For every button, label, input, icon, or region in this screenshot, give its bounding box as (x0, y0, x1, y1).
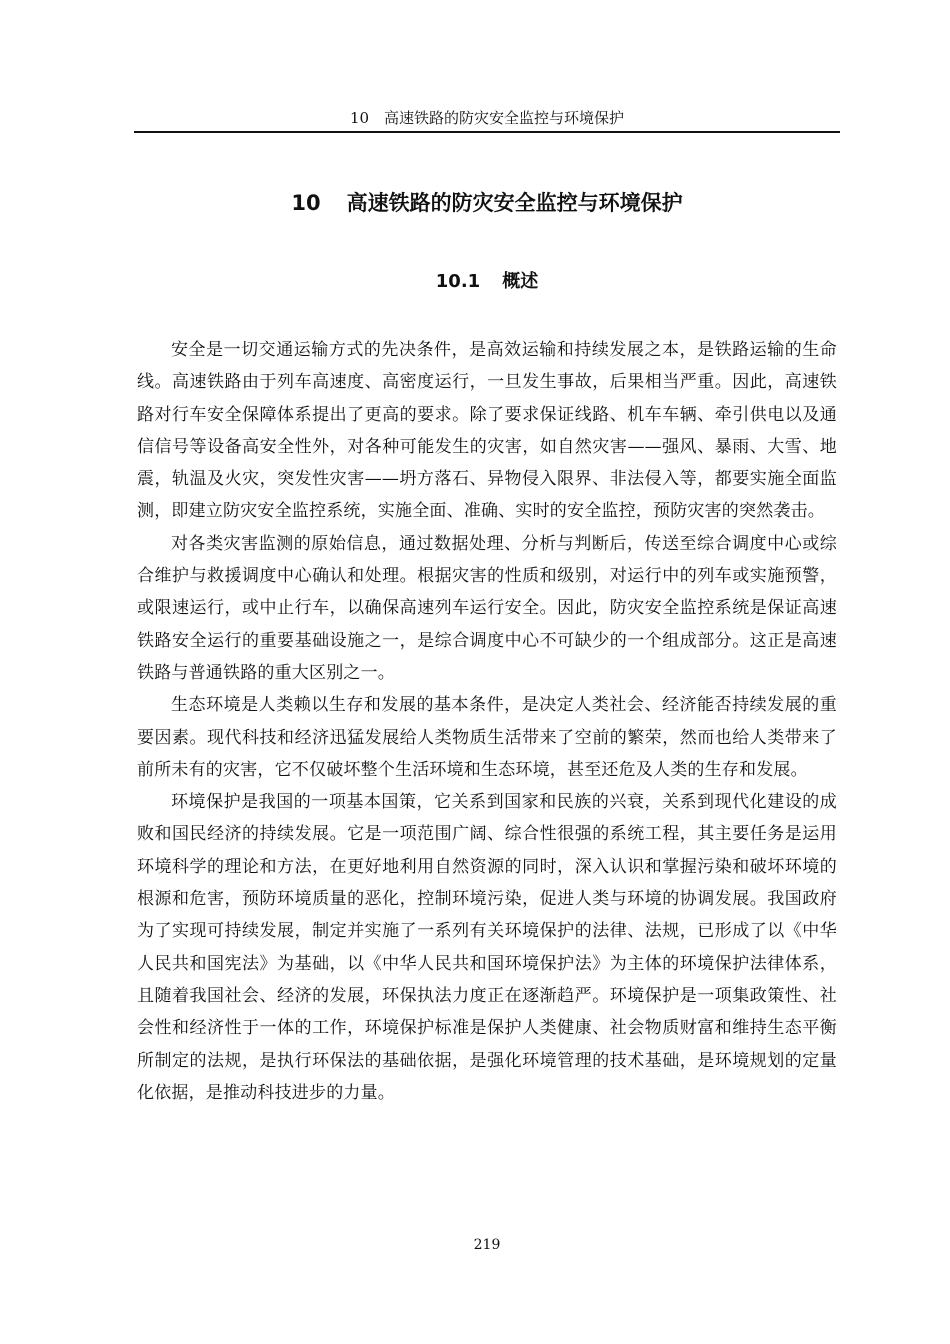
section-number: 10.1 (435, 271, 481, 292)
header-rule (134, 131, 840, 133)
section-title-text: 概述 (502, 271, 539, 292)
paragraph: 生态环境是人类赖以生存和发展的基本条件，是决定人类社会、经济能否持续发展的重要因素。现代科技和经济迅猛发展给人类物质生活带来了空前的繁荣，然而也给人类带来了前所未有的灾害，它不仅破坏整个生活环境和生态环境，甚至还危及人类的生存和发展。 (137, 695, 837, 780)
body-text (137, 334, 837, 1109)
paragraph: 安全是一切交通运输方式的先决条件，是高效运输和持续发展之本，是铁路运输的生命线。高速铁路由于列车高速度、高密度运行，一旦发生事故，后果相当严重。因此，高速铁路对行车安全保障体系提出了更高的要求。除了要求保证线路、机车车辆、牵引供电以及通信信号等设备高安全性外，对各种可能发生的灾害，如自然灾害——强风、暴雨、大雪、地震，轨温及火灾，突发性灾害——坍方落石、异物侵入限界、非法侵入等，都要实施全面监测，即建立防灾安全监控系统，实施全面、准确、实时的安全监控，预防灾害的突然袭击。 (137, 340, 837, 522)
paragraph: 对各类灾害监测的原始信息，通过数据处理、分析与判断后，传送至综合调度中心或综合维护与救援调度中心确认和处理。根据灾害的性质和级别，对运行中的列车或实施预警，或限速运行，或中止行车，以确保高速列车运行安全。因此，防灾安全监控系统是保证高速铁路安全运行的重要基础设施之一，是综合调度中心不可缺少的一个组成部分。这正是高速铁路与普通铁路的重大区别之一。 (137, 533, 837, 683)
page-number: 219 (473, 1237, 501, 1253)
running-header: 10 高速铁路的防灾安全监控与环境保护 (349, 109, 625, 127)
paragraph: 环境保护是我国的一项基本国策，它关系到国家和民族的兴衰，关系到现代化建设的成败和国民经济的持续发展。它是一项范围广阔、综合性很强的系统工程，其主要任务是运用环境科学的理论和方法，在更好地利用自然资源的同时，深入认识和掌握污染和破坏环境的根源和危害，预防环境质量的恶化，控制环境污染，促进人类与环境的协调发展。我国政府为了实现可持续发展，制定并实施了一系列有关环境保护的法律、法规，已形成了以《中华人民共和国宪法》为基础，以《中华人民共和国环境保护法》为主体的环境保护法律体系，且随着我国社会、经济的发展，环保执法力度正在逐渐趋严。环境保护是一项集政策性、社会性和经济性于一体的工作，环境保护标准是保护人类健康、社会物质财富和维持生态平衡所制定的法规，是执行环保法的基础依据，是强化环境管理的技术基础，是环境规划的定量化依据，是推动科技进步的力量。 (137, 792, 837, 1103)
chapter-title-text: 高速铁路的防灾安全监控与环境保护 (346, 191, 683, 215)
section-title (134, 268, 840, 296)
chapter-number: 10 (291, 191, 321, 215)
chapter-title (134, 188, 840, 218)
